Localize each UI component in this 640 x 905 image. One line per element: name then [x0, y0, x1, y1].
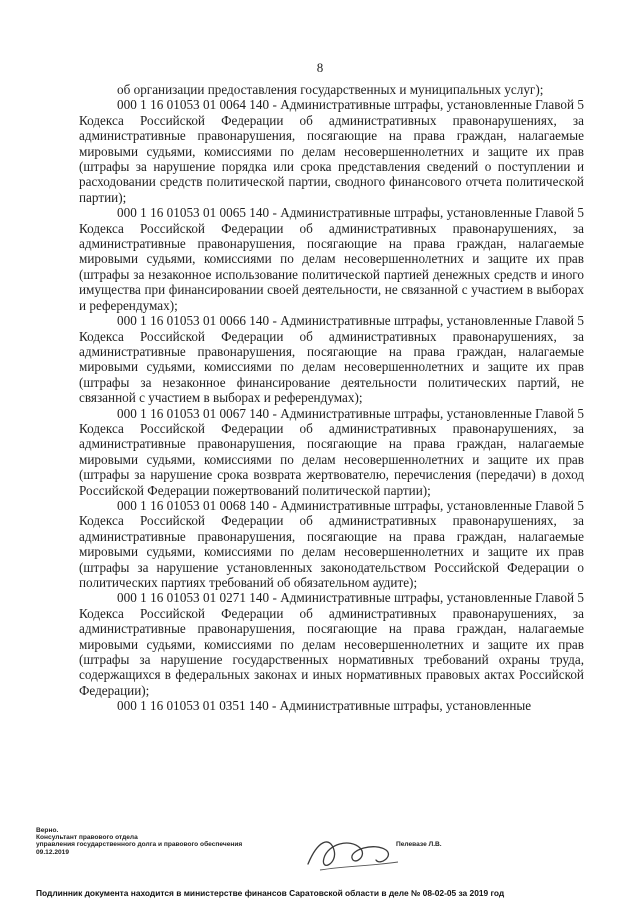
verification-line: 09.12.2019: [36, 848, 70, 856]
page-number: 8: [316, 60, 324, 75]
verification-line: управления государственного долга и правового обеспечения: [36, 841, 243, 849]
paragraph: 000 1 16 01053 01 0065 140 - Административные штрафы, установленные Главой 5 Кодекса Российской Федерации об административных правонарушениях, за административные правонарушения, посягающие на права граждан, налагаемые мировыми судьями, комиссиями по делам несовершеннолетних и защите их прав (штрафы за незаконное использование политической партией денежных средств и иного имущества при финансировании своей деятельности, не связанной с участием в выборах и референдумах);: [79, 205, 584, 313]
paragraph: 000 1 16 01053 01 0064 140 - Административные штрафы, установленные Главой 5 Кодекса Российской Федерации об административных правонарушениях, за административные правонарушения, посягающие на права граждан, налагаемые мировыми судьями, комиссиями по делам несовершеннолетних и защите их прав (штрафы за нарушение порядка или срока представления сведений о поступлении и расходовании средств политической партии, сводного финансового отчета политической партии);: [79, 97, 584, 205]
original-location-note: Подлинник документа находится в министерстве финансов Саратовской области в деле № 08-02-05 за 2019 год: [36, 888, 505, 898]
paragraph: об организации предоставления государственных и муниципальных услуг);: [117, 82, 544, 97]
paragraph: 000 1 16 01053 01 0067 140 - Административные штрафы, установленные Главой 5 Кодекса Российской Федерации об административных правонарушениях, за административные правонарушения, посягающие на права граждан, налагаемые мировыми судьями, комиссиями по делам несовершеннолетних и защите их прав (штрафы за нарушение срока возврата жертвователю, перечисления (передачи) в доход Российской Федерации пожертвований политической партии);: [79, 405, 584, 498]
verifier-name: Пелевазе Л.В.: [396, 841, 442, 848]
paragraph: 000 1 16 01053 01 0271 140 - Административные штрафы, установленные Главой 5 Кодекса Российской Федерации об административных правонарушениях, за административные правонарушения, посягающие на права граждан, налагаемые мировыми судьями, комиссиями по делам несовершеннолетних и защите их прав (штрафы за нарушение государственных нормативных требований охраны труда, содержащихся в федеральных законах и иных нормативных правовых актах Российской Федерации);: [79, 590, 584, 698]
paragraph: 000 1 16 01053 01 0066 140 - Административные штрафы, установленные Главой 5 Кодекса Российской Федерации об административных правонарушениях, за административные правонарушения, посягающие на права граждан, налагаемые мировыми судьями, комиссиями по делам несовершеннолетних и защите их прав (штрафы за незаконное финансирование деятельности политических партий, не связанной с участием в выборах и референдумах);: [79, 313, 584, 406]
document-body: [79, 82, 584, 714]
verification-block: [36, 827, 616, 856]
verification-line: Верно.: [36, 827, 59, 834]
paragraph: 000 1 16 01053 01 0351 140 - Административные штрафы, установленные: [117, 698, 532, 714]
verification-line: Консультант правового отдела: [36, 834, 138, 842]
paragraph: 000 1 16 01053 01 0068 140 - Административные штрафы, установленные Главой 5 Кодекса Российской Федерации об административных правонарушениях, за административные правонарушения, посягающие на права граждан, налагаемые мировыми судьями, комиссиями по делам несовершеннолетних и защите их прав (штрафы за нарушение установленных законодательством Российской Федерации о политических партиях требований об обязательном аудите);: [79, 497, 584, 590]
